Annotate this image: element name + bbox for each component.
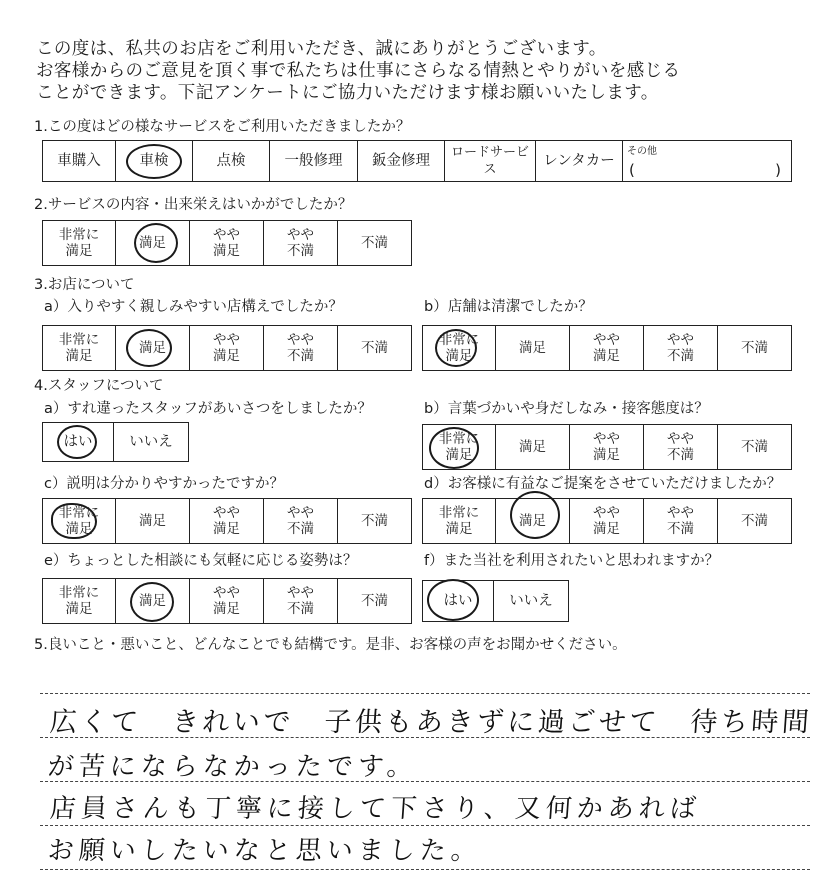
option-line: やや <box>667 332 694 348</box>
q4f-label: f）また当社を利用されたいと思われますか？ <box>424 553 720 569</box>
q5-label: 5.良いこと・悪いこと、どんなことでも結構です。是非、お客様の声をお聞かせください。 <box>34 637 627 653</box>
option-line: 不満 <box>361 340 388 356</box>
q4e-somewhat-satisfied[interactable] <box>190 579 264 623</box>
q4d-somewhat-dissatisfied[interactable] <box>644 499 718 543</box>
option-line: 非常に <box>58 227 100 243</box>
handwritten-answer-line: が苦にならなかったです。 <box>46 752 419 782</box>
option-line: 満足 <box>139 235 166 251</box>
q4a-yes[interactable] <box>43 423 114 461</box>
option-line: 不満 <box>361 235 388 251</box>
option-line: 非常に <box>438 505 480 521</box>
handwritten-answer-line: 店員さんも丁寧に接して下さり、又何かあれば <box>48 794 702 824</box>
q3b-very-satisfied[interactable] <box>423 326 496 370</box>
q2-satisfied[interactable] <box>116 221 190 265</box>
q3b-dissatisfied[interactable] <box>718 326 791 370</box>
q4c-somewhat-dissatisfied[interactable] <box>264 499 338 543</box>
q1-options <box>42 140 792 182</box>
q4c-very-satisfied[interactable] <box>43 499 116 543</box>
q4a-yesno <box>42 422 189 462</box>
q3a-very-satisfied[interactable] <box>43 326 116 370</box>
option-line: やや <box>287 585 314 601</box>
other-open-paren: ( <box>629 161 635 179</box>
option-line: 非常に <box>58 585 100 601</box>
option-line: 不満 <box>287 601 314 617</box>
option-line: 不満 <box>667 447 694 463</box>
option-line: 不満 <box>361 513 388 529</box>
option-line: 不満 <box>741 439 768 455</box>
option-line: やや <box>593 431 620 447</box>
option-line: 満足 <box>139 513 166 529</box>
option-line: 満足 <box>593 348 620 364</box>
q4b-dissatisfied[interactable] <box>718 425 791 469</box>
q4e-dissatisfied[interactable] <box>338 579 411 623</box>
option-line: 不満 <box>667 348 694 364</box>
option-line: 不満 <box>667 521 694 537</box>
q3-label: 3.お店について <box>34 277 135 293</box>
q4b-satisfied[interactable] <box>496 425 570 469</box>
q4b-very-satisfied[interactable] <box>423 425 496 469</box>
q1-option-label: 車検 <box>139 152 169 169</box>
q4c-label: c）説明は分かりやすかったですか？ <box>44 476 284 492</box>
q3a-satisfied[interactable] <box>116 326 190 370</box>
q4b-somewhat-dissatisfied[interactable] <box>644 425 718 469</box>
option-line: 満足 <box>139 593 166 609</box>
other-close-paren: ) <box>775 161 781 179</box>
option-line: やや <box>213 227 240 243</box>
option-line: 満足 <box>593 521 620 537</box>
option-line: 満足 <box>65 521 93 537</box>
answer-divider <box>40 825 810 826</box>
option-line: やや <box>213 505 240 521</box>
q4c-somewhat-satisfied[interactable] <box>190 499 264 543</box>
option-line: やや <box>667 505 694 521</box>
q1-option-rental-car[interactable]: レンタカー <box>536 141 623 181</box>
option-line: 満足 <box>139 340 166 356</box>
other-field[interactable] <box>627 162 787 179</box>
q3a-scale <box>42 325 412 371</box>
answer-divider <box>40 869 810 870</box>
q4e-scale <box>42 578 412 624</box>
q1-option-car-purchase[interactable]: 車購入 <box>43 141 116 181</box>
q4c-dissatisfied[interactable] <box>338 499 411 543</box>
option-line: 満足 <box>519 513 546 529</box>
q2-scale <box>42 220 412 266</box>
q4e-label: e）ちょっとした相談にも気軽に応じる姿勢は？ <box>44 553 358 569</box>
q1-option-road-service[interactable]: ロードサービス <box>445 141 536 181</box>
answer-divider <box>40 693 810 694</box>
option-line: やや <box>667 431 694 447</box>
q2-label: 2.サービスの内容・出来栄えはいかがでしたか？ <box>34 197 353 213</box>
option-line: やや <box>287 332 314 348</box>
q3b-somewhat-satisfied[interactable] <box>570 326 644 370</box>
option-line: 不満 <box>361 593 388 609</box>
option-line: 不満 <box>741 513 768 529</box>
q4e-somewhat-dissatisfied[interactable] <box>264 579 338 623</box>
option-line: 不満 <box>741 340 768 356</box>
option-line: 不満 <box>287 348 314 364</box>
q4d-somewhat-satisfied[interactable] <box>570 499 644 543</box>
intro-line: この度は、私共のお店をご利用いただき、誠にありがとうございます。 <box>36 39 607 59</box>
q4b-somewhat-satisfied[interactable] <box>570 425 644 469</box>
option-line: やや <box>213 332 240 348</box>
option-line: やや <box>593 332 620 348</box>
q4a-label: a）すれ違ったスタッフがあいさつをしましたか？ <box>44 401 372 417</box>
q4b-scale <box>422 424 792 470</box>
option-label: はい <box>443 592 473 609</box>
option-line: やや <box>213 585 240 601</box>
q4e-satisfied[interactable] <box>116 579 190 623</box>
option-line: やや <box>287 505 314 521</box>
q3a-somewhat-satisfied[interactable] <box>190 326 264 370</box>
q3b-satisfied[interactable] <box>496 326 570 370</box>
intro-text <box>36 38 806 104</box>
intro-line: お客様からのご意見を頂く事で私たちは仕事にさらなる情熱とやりがいを感じる <box>36 61 681 81</box>
q4-label: 4.スタッフについて <box>34 378 164 394</box>
handwritten-answer-line: 広くて きれいで 子供もあきずに過ごせて 待ち時間 <box>48 707 814 738</box>
option-line: 非常に <box>58 332 100 348</box>
q4c-scale <box>42 498 412 544</box>
option-line: 不満 <box>287 243 314 259</box>
option-line: やや <box>287 227 314 243</box>
option-line: 非常に <box>438 332 480 348</box>
option-line: 満足 <box>213 521 240 537</box>
q4b-label: b）言葉づかいや身だしなみ・接客態度は？ <box>424 401 709 417</box>
option-line: 非常に <box>438 431 480 447</box>
q3a-label: a）入りやすく親しみやすい店構えでしたか？ <box>44 299 343 315</box>
option-line: 満足 <box>445 348 473 364</box>
option-line: 不満 <box>287 521 314 537</box>
option-line: 満足 <box>65 601 93 617</box>
option-line: 満足 <box>213 243 240 259</box>
option-line: 満足 <box>519 439 546 455</box>
q2-somewhat-dissatisfied[interactable] <box>264 221 338 265</box>
option-line: 満足 <box>213 601 240 617</box>
option-line: 満足 <box>519 340 546 356</box>
q4d-very-satisfied[interactable] <box>423 499 496 543</box>
option-line: 満足 <box>593 447 620 463</box>
q3b-scale <box>422 325 792 371</box>
q1-label: 1.この度はどの様なサービスをご利用いただきましたか？ <box>34 119 411 135</box>
option-line: 満足 <box>65 348 93 364</box>
option-line: 満足 <box>445 521 473 537</box>
intro-line: ことができます。下記アンケートにご協力いただけます様お願いいたします。 <box>36 83 659 103</box>
handwritten-answer-line: お願いしたいなと思いました。 <box>46 836 483 866</box>
q4c-satisfied[interactable] <box>116 499 190 543</box>
q1-option-general-repair[interactable]: 一般修理 <box>270 141 358 181</box>
q1-option-inspection[interactable]: 点検 <box>193 141 270 181</box>
q4e-very-satisfied[interactable] <box>43 579 116 623</box>
q3a-somewhat-dissatisfied[interactable] <box>264 326 338 370</box>
option-line: 満足 <box>213 348 240 364</box>
q2-very-satisfied[interactable] <box>43 221 116 265</box>
option-line: 満足 <box>445 447 473 463</box>
q1-option-sheet-metal[interactable]: 鈑金修理 <box>358 141 445 181</box>
q2-somewhat-satisfied[interactable] <box>190 221 264 265</box>
q1-option-shaken[interactable] <box>116 141 193 181</box>
q4f-no[interactable]: いいえ <box>509 592 553 609</box>
q4d-dissatisfied[interactable] <box>718 499 791 543</box>
option-line: やや <box>593 505 620 521</box>
q2-dissatisfied[interactable] <box>338 221 411 265</box>
option-label: はい <box>63 433 93 450</box>
q4f-yes[interactable] <box>423 581 494 621</box>
option-line: 満足 <box>65 243 93 259</box>
q3b-somewhat-dissatisfied[interactable] <box>644 326 718 370</box>
option-line: 非常に <box>58 505 100 521</box>
q4d-scale <box>422 498 792 544</box>
q3a-dissatisfied[interactable] <box>338 326 411 370</box>
q4f-yesno <box>422 580 569 622</box>
other-label: その他 <box>627 146 657 157</box>
q4d-satisfied[interactable] <box>496 499 570 543</box>
q3b-label: b）店舗は清潔でしたか？ <box>424 299 593 315</box>
q4a-no[interactable]: いいえ <box>129 433 173 450</box>
q4d-label: d）お客様に有益なご提案をさせていただけましたか？ <box>424 476 782 492</box>
q1-option-other[interactable] <box>623 141 791 181</box>
